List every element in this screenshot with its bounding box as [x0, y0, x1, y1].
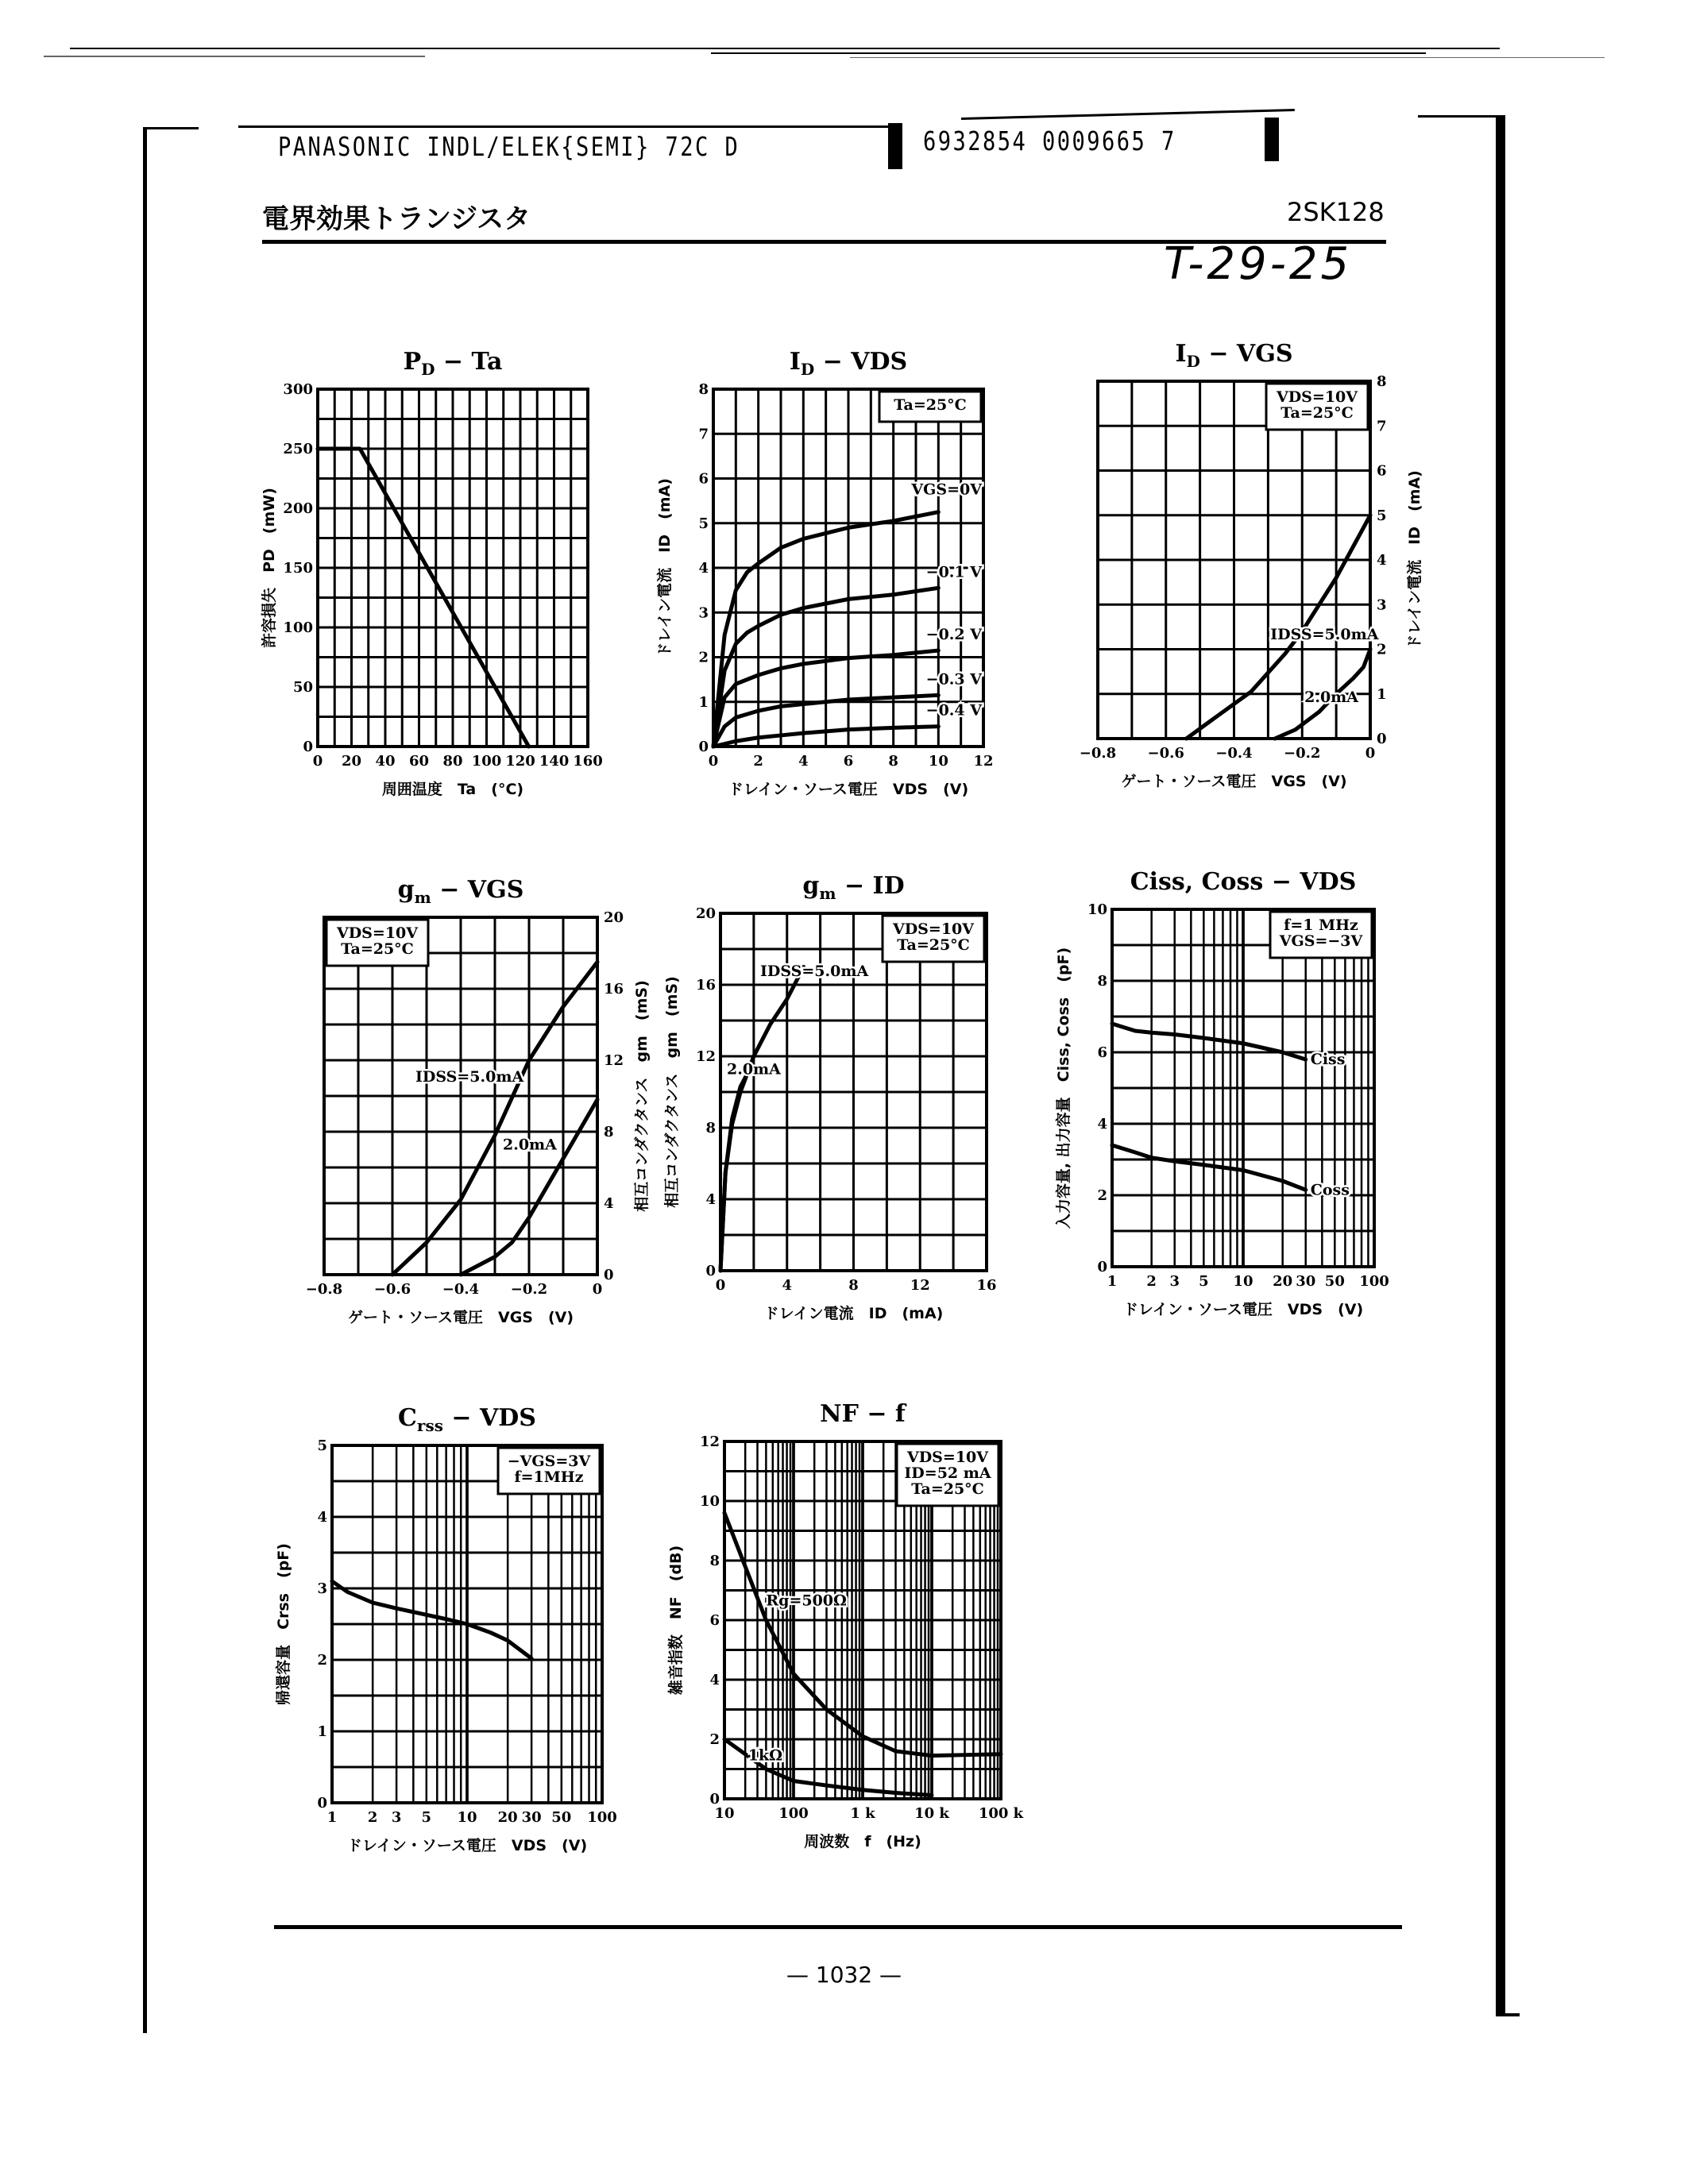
header-black-mark-2: [1265, 118, 1279, 161]
y-tick-label: 3: [317, 1580, 327, 1597]
x-tick-label: 100: [587, 1809, 617, 1826]
x-tick-label: 20: [1273, 1273, 1293, 1290]
x-tick-label: 50: [1324, 1273, 1345, 1290]
x-tick-label: −0.4: [442, 1281, 480, 1298]
series-label: 1kΩ: [747, 1746, 783, 1765]
y-axis-label: ドレイン電流 ID (mA): [656, 478, 674, 658]
chart-gm-vgs: [253, 870, 669, 1338]
x-tick-label: 8: [888, 753, 898, 770]
series-label: −0.2 V: [925, 626, 982, 644]
x-tick-label: 0: [1365, 745, 1376, 762]
chart-crss-vds: [261, 1398, 674, 1866]
y-tick-label: 4: [709, 1672, 720, 1688]
y-tick-label: 0: [698, 739, 709, 755]
condition-box: [498, 1448, 600, 1494]
chart-plot: [246, 341, 659, 810]
y-axis-label: 相互コンダクタンス gm (mS): [663, 976, 681, 1208]
x-tick-label: 1: [1107, 1273, 1118, 1290]
page-frame-top-right: [1418, 115, 1497, 118]
page-frame-top: [238, 125, 890, 128]
x-axis-label: ドレイン・ソース電圧 VDS (V): [346, 1837, 588, 1854]
series-label: 2.0mA: [503, 1136, 557, 1154]
series-label: −0.4 V: [925, 701, 982, 720]
part-number: 2SK128: [1287, 197, 1385, 227]
y-tick-label: 10: [699, 1493, 720, 1510]
y-tick-label: 4: [604, 1195, 614, 1212]
y-tick-label: 12: [695, 1048, 716, 1065]
y-tick-label: 6: [698, 470, 709, 488]
curve-1: [720, 1075, 747, 1271]
y-tick-label: 16: [604, 981, 624, 997]
chart-title-main: Ciss, Coss: [1130, 868, 1264, 896]
y-tick-label: 1: [317, 1723, 327, 1740]
y-tick-label: 6: [1377, 462, 1387, 480]
x-axis-label: 周波数 f (Hz): [804, 1833, 921, 1850]
chart-plot: [649, 866, 1058, 1334]
x-tick-label: −0.6: [1147, 745, 1184, 762]
y-axis-label: 相互コンダクタンス gm (mS): [633, 980, 651, 1212]
y-tick-label: 1: [1377, 685, 1387, 703]
x-tick-label: 12: [910, 1277, 930, 1294]
condition-box: [326, 920, 428, 966]
x-tick-label: 10: [928, 753, 948, 770]
condition-text: f=1 MHz: [1284, 916, 1358, 934]
condition-text: −VGS=3V: [507, 1453, 591, 1470]
x-tick-label: 3: [391, 1809, 402, 1826]
x-tick-label: 5: [421, 1809, 432, 1826]
y-tick-label: 8: [1097, 973, 1107, 990]
condition-box: [879, 392, 981, 422]
x-tick-label: 2: [367, 1809, 378, 1826]
header-black-mark-1: [888, 123, 902, 169]
scan-rule-top: [70, 48, 1500, 49]
page-frame-top-left: [143, 127, 199, 129]
y-tick-label: 250: [283, 441, 313, 457]
series-label: −0.1 V: [925, 563, 982, 581]
condition-text: f=1MHz: [514, 1468, 584, 1486]
series-label: Coss: [1310, 1181, 1350, 1199]
chart-title-main: P: [403, 348, 422, 376]
footer-rule: [274, 1925, 1402, 1929]
condition-text: VGS=−3V: [1279, 932, 1363, 950]
y-tick-label: 2: [1377, 641, 1387, 658]
chart-plot: [653, 1394, 1072, 1862]
chart-plot: [253, 870, 669, 1338]
chart-title-main: g: [397, 876, 415, 904]
x-tick-label: 3: [1169, 1273, 1180, 1290]
y-tick-label: 0: [1377, 731, 1387, 747]
chart-title-main: C: [398, 1404, 417, 1432]
x-tick-label: 160: [573, 753, 603, 770]
y-tick-label: 6: [1097, 1044, 1107, 1061]
scan-rule-top-4: [850, 57, 1605, 58]
chart-title-sub: m: [414, 888, 431, 907]
x-tick-label: 30: [1296, 1273, 1316, 1290]
y-tick-label: 10: [1087, 901, 1107, 918]
chart-plot: [1041, 862, 1446, 1330]
y-tick-label: 2: [698, 649, 709, 666]
y-tick-label: 20: [604, 909, 624, 926]
x-axis-label: ゲート・ソース電圧 VGS (V): [347, 1309, 574, 1326]
y-axis-label: 入力容量, 出力容量 Ciss, Coss (pF): [1055, 947, 1072, 1229]
y-tick-label: 50: [292, 679, 313, 696]
y-tick-label: 7: [698, 426, 709, 443]
y-tick-label: 2: [709, 1731, 720, 1748]
condition-box: [1266, 384, 1368, 430]
y-tick-label: 0: [709, 1791, 720, 1808]
x-tick-label: 10: [457, 1809, 477, 1826]
x-tick-label: 2: [753, 753, 763, 770]
x-tick-label: 10: [1233, 1273, 1253, 1290]
x-tick-label: −0.8: [1079, 745, 1117, 762]
y-tick-label: 0: [303, 739, 313, 755]
series-label: Ciss: [1310, 1051, 1346, 1068]
scan-rule-top-3: [711, 52, 1426, 54]
x-tick-label: 12: [973, 753, 994, 770]
x-tick-label: 0: [312, 753, 323, 770]
chart-plot: [642, 341, 1055, 810]
x-tick-label: 20: [497, 1809, 518, 1826]
x-tick-label: 4: [782, 1277, 793, 1294]
x-tick-label: −0.8: [305, 1281, 343, 1298]
condition-text: VDS=10V: [336, 924, 419, 942]
y-tick-label: 3: [1377, 596, 1387, 614]
x-tick-label: 16: [976, 1277, 997, 1294]
x-tick-label: 10 k: [914, 1805, 949, 1822]
series-label: IDSS=5.0mA: [760, 962, 869, 980]
chart-title-main: I: [1175, 340, 1187, 368]
chart-title-rest: − ID: [836, 872, 905, 900]
x-tick-label: 20: [341, 753, 362, 770]
condition-text: Ta=25°C: [1280, 404, 1354, 422]
x-tick-label: 50: [551, 1809, 572, 1826]
curve-0: [1112, 1024, 1306, 1059]
x-tick-label: −0.4: [1215, 745, 1253, 762]
y-axis-label: ドレイン電流 ID (mA): [1406, 470, 1423, 650]
x-tick-label: −0.2: [1284, 745, 1321, 762]
y-tick-label: 1: [698, 693, 709, 711]
page-frame-left: [143, 127, 147, 2033]
y-tick-label: 2: [1097, 1187, 1107, 1204]
chart-title-rest: − VDS: [1263, 868, 1357, 896]
chart-nf-f: [653, 1394, 1072, 1862]
y-tick-label: 8: [1377, 373, 1387, 390]
y-tick-label: 4: [1097, 1116, 1107, 1133]
x-tick-label: 120: [505, 753, 535, 770]
y-tick-label: 5: [1377, 507, 1387, 524]
chart-title-sub: rss: [416, 1416, 443, 1435]
x-tick-label: 1 k: [850, 1805, 875, 1822]
condition-box: [897, 1444, 999, 1506]
x-tick-label: 140: [539, 753, 570, 770]
y-tick-label: 4: [698, 560, 709, 577]
y-tick-label: 200: [283, 500, 313, 517]
y-tick-label: 0: [604, 1267, 614, 1283]
x-tick-label: −0.2: [510, 1281, 548, 1298]
condition-box: [1270, 912, 1372, 958]
y-tick-label: 8: [604, 1124, 614, 1140]
x-tick-label: 0: [715, 1277, 726, 1294]
y-tick-label: 5: [698, 515, 709, 532]
series-label: 2.0mA: [1304, 688, 1359, 706]
chart-pd-ta: [246, 341, 659, 810]
y-tick-label: 20: [695, 905, 716, 922]
chart-title-sub: m: [819, 884, 836, 903]
x-tick-label: 5: [1199, 1273, 1209, 1290]
page-frame-top-2: [961, 109, 1295, 120]
chart-title-main: I: [789, 348, 801, 376]
chart-title-main: NF: [820, 1400, 859, 1428]
chart-plot: [261, 1398, 674, 1866]
y-tick-label: 16: [695, 977, 716, 994]
chart-title-sub: D: [1186, 352, 1200, 371]
y-axis-label: 帰還容量 Crss (pF): [275, 1543, 292, 1705]
y-tick-label: 0: [1097, 1259, 1107, 1275]
header-code-line: 6932854 0009665 7: [923, 125, 1176, 156]
y-tick-label: 4: [705, 1191, 716, 1208]
y-tick-label: 5: [317, 1437, 327, 1454]
series-label: IDSS=5.0mA: [415, 1068, 524, 1086]
condition-text: Ta=25°C: [341, 940, 414, 958]
y-tick-label: 4: [1377, 552, 1387, 569]
y-tick-label: 3: [698, 604, 709, 622]
condition-text: VDS=10V: [1276, 388, 1358, 406]
y-tick-label: 7: [1377, 418, 1387, 435]
chart-title-rest: − VGS: [431, 876, 524, 904]
curve-1: [1112, 1145, 1306, 1190]
condition-text: VDS=10V: [906, 1449, 989, 1466]
page-title-jp: 電界効果トランジスタ: [262, 203, 531, 235]
x-tick-label: 0: [592, 1281, 603, 1298]
y-tick-label: 300: [283, 381, 313, 398]
x-tick-label: 10: [714, 1805, 735, 1822]
page-number: — 1032 —: [786, 1962, 902, 1988]
y-tick-label: 6: [709, 1612, 720, 1629]
y-tick-label: 0: [705, 1263, 716, 1279]
scan-rule-top-2: [44, 56, 425, 57]
x-tick-label: 100: [471, 753, 502, 770]
x-tick-label: 100: [778, 1805, 809, 1822]
series-label: Rg=500Ω: [766, 1592, 847, 1610]
x-axis-label: ドレイン・ソース電圧 VDS (V): [1122, 1301, 1364, 1318]
chart-gm-id: [649, 866, 1058, 1334]
x-tick-label: −0.6: [373, 1281, 411, 1298]
series-label: −0.3 V: [925, 670, 982, 689]
series-label: VGS=0V: [911, 480, 982, 499]
chart-title-rest: − VGS: [1199, 340, 1293, 368]
x-tick-label: 30: [521, 1809, 542, 1826]
chart-id-vgs: [1026, 334, 1442, 802]
x-tick-label: 0: [708, 753, 719, 770]
condition-text: Ta=25°C: [911, 1480, 984, 1498]
x-tick-label: 60: [408, 753, 430, 770]
chart-title-rest: − Ta: [435, 348, 503, 376]
chart-title-sub: D: [421, 360, 435, 379]
page-frame-right-foot: [1496, 2013, 1520, 2016]
y-tick-label: 8: [709, 1553, 720, 1569]
y-tick-label: 12: [699, 1433, 720, 1450]
x-axis-label: ゲート・ソース電圧 VGS (V): [1121, 773, 1347, 790]
x-tick-label: 100 k: [978, 1805, 1024, 1822]
x-axis-label: 周囲温度 Ta (°C): [381, 781, 524, 798]
y-tick-label: 0: [317, 1795, 327, 1812]
y-tick-label: 4: [317, 1509, 327, 1526]
series-label: IDSS=5.0mA: [1270, 626, 1379, 643]
x-axis-label: ドレイン・ソース電圧 VDS (V): [728, 781, 969, 798]
y-tick-label: 8: [698, 381, 709, 398]
chart-plot: [1026, 334, 1442, 802]
chart-id-vds: [642, 341, 1055, 810]
x-tick-label: 80: [442, 753, 463, 770]
chart-title-rest: − VDS: [814, 348, 908, 376]
handwritten-note: T-29-25: [1164, 238, 1353, 290]
x-tick-label: 6: [843, 753, 854, 770]
y-tick-label: 150: [283, 560, 313, 577]
condition-text: Ta=25°C: [897, 936, 970, 954]
condition-text: Ta=25°C: [894, 396, 967, 414]
chart-title-main: g: [802, 872, 820, 900]
x-tick-label: 40: [375, 753, 396, 770]
condition-text: VDS=10V: [892, 920, 975, 938]
x-tick-label: 8: [848, 1277, 859, 1294]
condition-box: [883, 916, 984, 962]
y-tick-label: 100: [283, 619, 313, 636]
x-tick-label: 1: [326, 1809, 338, 1826]
x-tick-label: 100: [1359, 1273, 1389, 1290]
y-axis-label: 許容損失 PD (mW): [261, 488, 278, 648]
chart-title-rest: − f: [858, 1400, 906, 1428]
page-frame-right: [1496, 115, 1505, 2013]
y-tick-label: 12: [604, 1052, 624, 1069]
chart-ciss-coss-vds: [1041, 862, 1446, 1330]
header-company-line: PANASONIC INDL/ELEK{SEMI} 72C D: [278, 131, 740, 162]
x-axis-label: ドレイン電流 ID (mA): [763, 1305, 944, 1322]
series-label: 2.0mA: [727, 1060, 781, 1078]
chart-title-sub: D: [800, 360, 815, 379]
x-tick-label: 2: [1146, 1273, 1157, 1290]
chart-title-rest: − VDS: [442, 1404, 536, 1432]
y-tick-label: 2: [317, 1652, 327, 1669]
x-tick-label: 4: [798, 753, 809, 770]
condition-text: ID=52 mA: [904, 1464, 991, 1482]
y-tick-label: 8: [705, 1120, 716, 1136]
y-axis-label: 雑音指数 NF (dB): [667, 1545, 685, 1696]
curve-0: [332, 1581, 531, 1658]
